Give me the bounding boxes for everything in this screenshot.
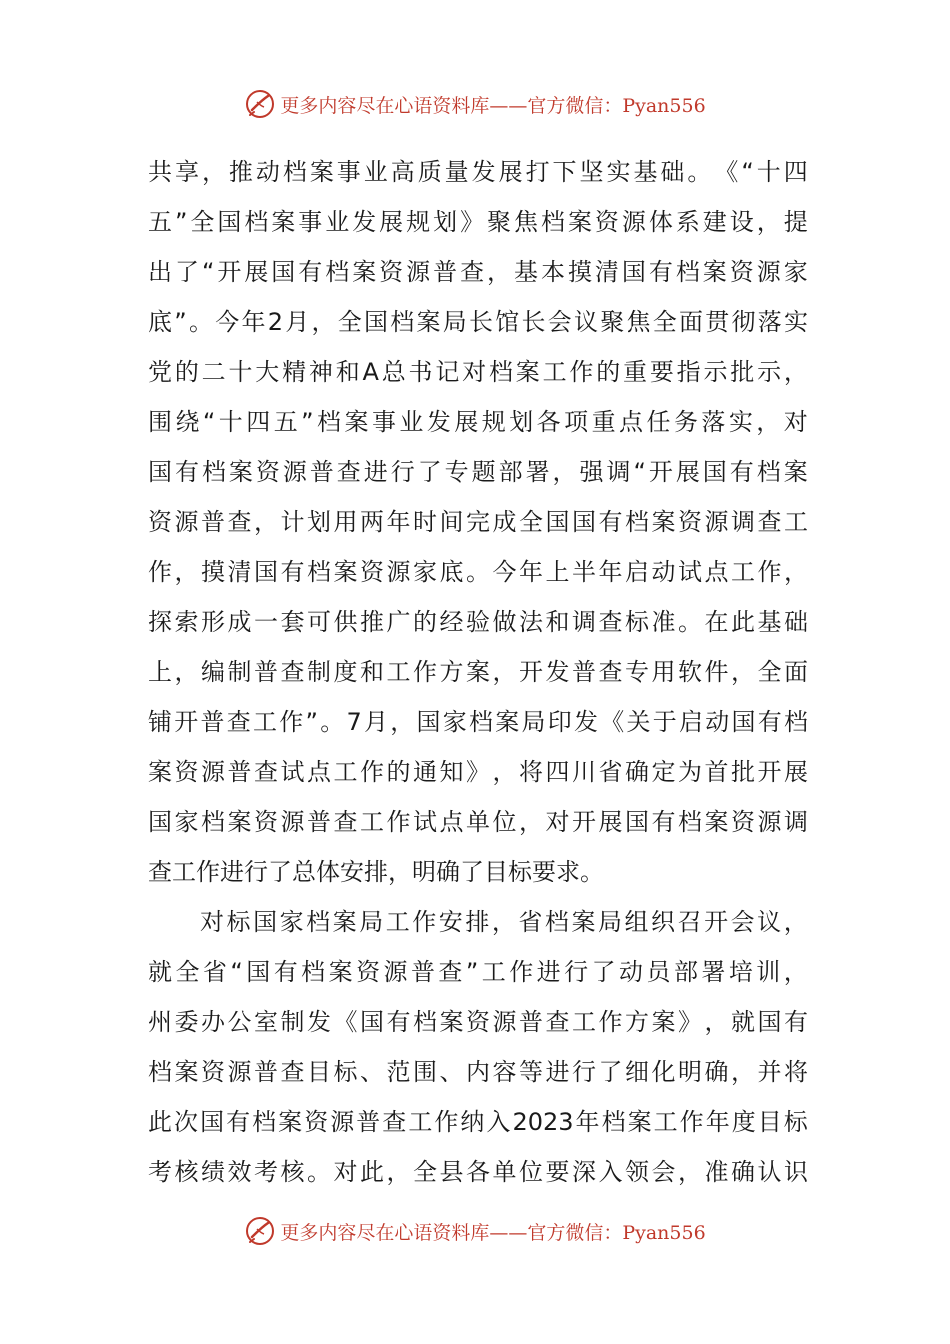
body-line-7: 国 有 档 案 资 源 普 查 进 行 了 专 题 部 署 ， 强 调 “ 开 展 国 有 档 案 (148, 458, 808, 486)
pen-logo-icon (244, 88, 276, 120)
pen-logo-icon (244, 1215, 276, 1247)
body-line-11: 上 ， 编 制 普 查 制 度 和 工 作 方 案 ， 开 发 普 查 专 用 软 件 ， 全 面 (148, 658, 808, 686)
header-banner (0, 84, 950, 124)
document-body (148, 147, 808, 1197)
body-line-12: 铺 开 普 查 工 作 ” 。 7 月 ， 国 家 档 案 局 印 发 《 关 于 启 动 国 有 档 (148, 708, 808, 736)
body-line-21: 考 核 绩 效 考 核 。 对 此 ， 全 县 各 单 位 要 深 入 领 会 ， 准 确 认 识 (148, 1158, 808, 1186)
body-line-20: 此 次 国 有 档 案 资 源 普 查 工 作 纳 入 2023 年 档 案 工 作 年 度 目 标 (148, 1108, 808, 1136)
body-line-15: 查工作进行了总体安排，明确了目标要求。 (148, 858, 604, 886)
body-line-8: 资 源 普 查 ， 计 划 用 两 年 时 间 完 成 全 国 国 有 档 案 资 源 调 查 工 (148, 508, 808, 536)
body-line-4: 底 ” 。 今 年 2 月 ， 全 国 档 案 局 长 馆 长 会 议 聚 焦 全 面 贯 彻 落 实 (148, 308, 808, 336)
body-line-19: 档 案 资 源 普 查 目 标 、 范 围 、 内 容 等 进 行 了 细 化 明 确 ， 并 将 (148, 1058, 808, 1086)
body-line-16: 对 标 国 家 档 案 局 工 作 安 排 ， 省 档 案 局 组 织 召 开 会 议 ， (200, 908, 808, 936)
body-line-18: 州 委 办 公 室 制 发 《 国 有 档 案 资 源 普 查 工 作 方 案 》 ， 就 国 有 (148, 1008, 808, 1036)
body-line-9: 作 ， 摸 清 国 有 档 案 资 源 家 底 。 今 年 上 半 年 启 动 试 点 工 作 ， (148, 558, 808, 586)
body-line-5: 党 的 二 十 大 精 神 和 A 总 书 记 对 档 案 工 作 的 重 要 指 示 批 示 ， (148, 358, 808, 386)
body-line-1: 共 享 ， 推 动 档 案 事 业 高 质 量 发 展 打 下 坚 实 基 础 。 《 “ 十 四 (148, 158, 808, 186)
body-line-14: 国 家 档 案 资 源 普 查 工 作 试 点 单 位 ， 对 开 展 国 有 档 案 资 源 调 (148, 808, 808, 836)
body-line-3: 出 了 “ 开 展 国 有 档 案 资 源 普 查 ， 基 本 摸 清 国 有 档 案 资 源 家 (148, 258, 808, 286)
footer-banner (0, 1211, 950, 1251)
body-line-17: 就 全 省 “ 国 有 档 案 资 源 普 查 ” 工 作 进 行 了 动 员 部 署 培 训 ， (148, 958, 808, 986)
footer-banner-text: 更多内容尽在心语资料库——官方微信：Pyan556 (280, 1221, 706, 1244)
body-line-10: 探 索 形 成 一 套 可 供 推 广 的 经 验 做 法 和 调 查 标 准 。 在 此 基 础 (148, 608, 808, 636)
body-line-13: 案 资 源 普 查 试 点 工 作 的 通 知 》 ， 将 四 川 省 确 定 为 首 批 开 展 (148, 758, 808, 786)
body-line-2: 五 ” 全 国 档 案 事 业 发 展 规 划 》 聚 焦 档 案 资 源 体 系 建 设 ， 提 (148, 208, 808, 236)
header-banner-text: 更多内容尽在心语资料库——官方微信：Pyan556 (280, 94, 706, 117)
body-line-6: 围 绕 “ 十 四 五 ” 档 案 事 业 发 展 规 划 各 项 重 点 任 务 落 实 ， 对 (148, 408, 808, 436)
